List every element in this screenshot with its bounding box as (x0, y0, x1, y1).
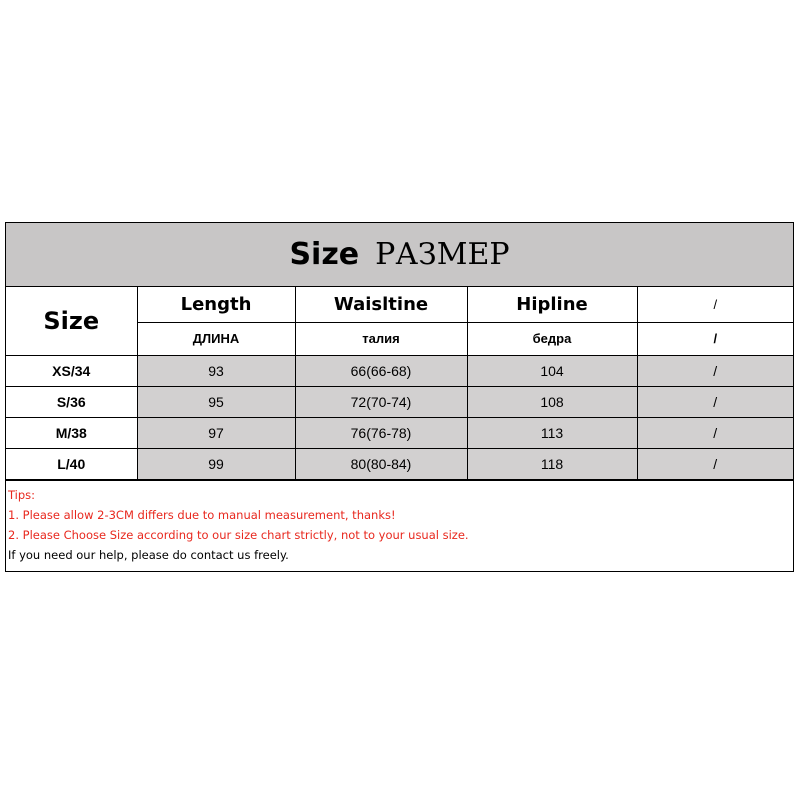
hip-cell: 118 (467, 448, 637, 479)
table-row (6, 448, 793, 479)
size-cell: XS/34 (6, 355, 137, 386)
extra-cell: / (637, 448, 793, 479)
tips-title: Tips: (8, 487, 36, 502)
waist-cell: 66(66-68) (295, 355, 467, 386)
table-row (6, 386, 793, 417)
extra-cell: / (637, 386, 793, 417)
waist-cell: 80(80-84) (295, 448, 467, 479)
extra-cell: / (637, 417, 793, 448)
length-cell: 99 (137, 448, 295, 479)
waistline-header: Waisltine (295, 287, 467, 322)
length-header: Length (137, 287, 295, 322)
size-cell: S/36 (6, 386, 137, 417)
size-header: Size (6, 287, 137, 355)
length-cell: 93 (137, 355, 295, 386)
hip-cell: 104 (467, 355, 637, 386)
hipline-header-ru: бедра (467, 322, 637, 355)
length-cell: 95 (137, 386, 295, 417)
extra-cell: / (637, 355, 793, 386)
size-cell: L/40 (6, 448, 137, 479)
hipline-header: Hipline (467, 287, 637, 322)
banner-title-en: Size (289, 237, 360, 272)
hip-cell: 113 (467, 417, 637, 448)
length-cell: 97 (137, 417, 295, 448)
header-row-en (6, 287, 793, 322)
tips-section (6, 480, 793, 571)
size-cell: M/38 (6, 417, 137, 448)
extra-header: / (637, 287, 793, 322)
size-table (6, 287, 793, 480)
chart-banner (6, 223, 793, 287)
size-chart (5, 222, 794, 572)
banner-title-ru: РАЗМЕР (375, 237, 510, 272)
tips-line-2: 2. Please Choose Size according to our size chart strictly, not to your usual size. (8, 527, 469, 542)
waist-cell: 76(76-78) (295, 417, 467, 448)
extra-header-ru: / (637, 322, 793, 355)
tips-line-1: 1. Please allow 2-3CM differs due to manual measurement, thanks! (8, 507, 396, 522)
table-row (6, 417, 793, 448)
waist-cell: 72(70-74) (295, 386, 467, 417)
table-row (6, 355, 793, 386)
tips-line-3: If you need our help, please do contact us freely. (8, 547, 289, 562)
length-header-ru: ДЛИНА (137, 322, 295, 355)
waistline-header-ru: талия (295, 322, 467, 355)
hip-cell: 108 (467, 386, 637, 417)
